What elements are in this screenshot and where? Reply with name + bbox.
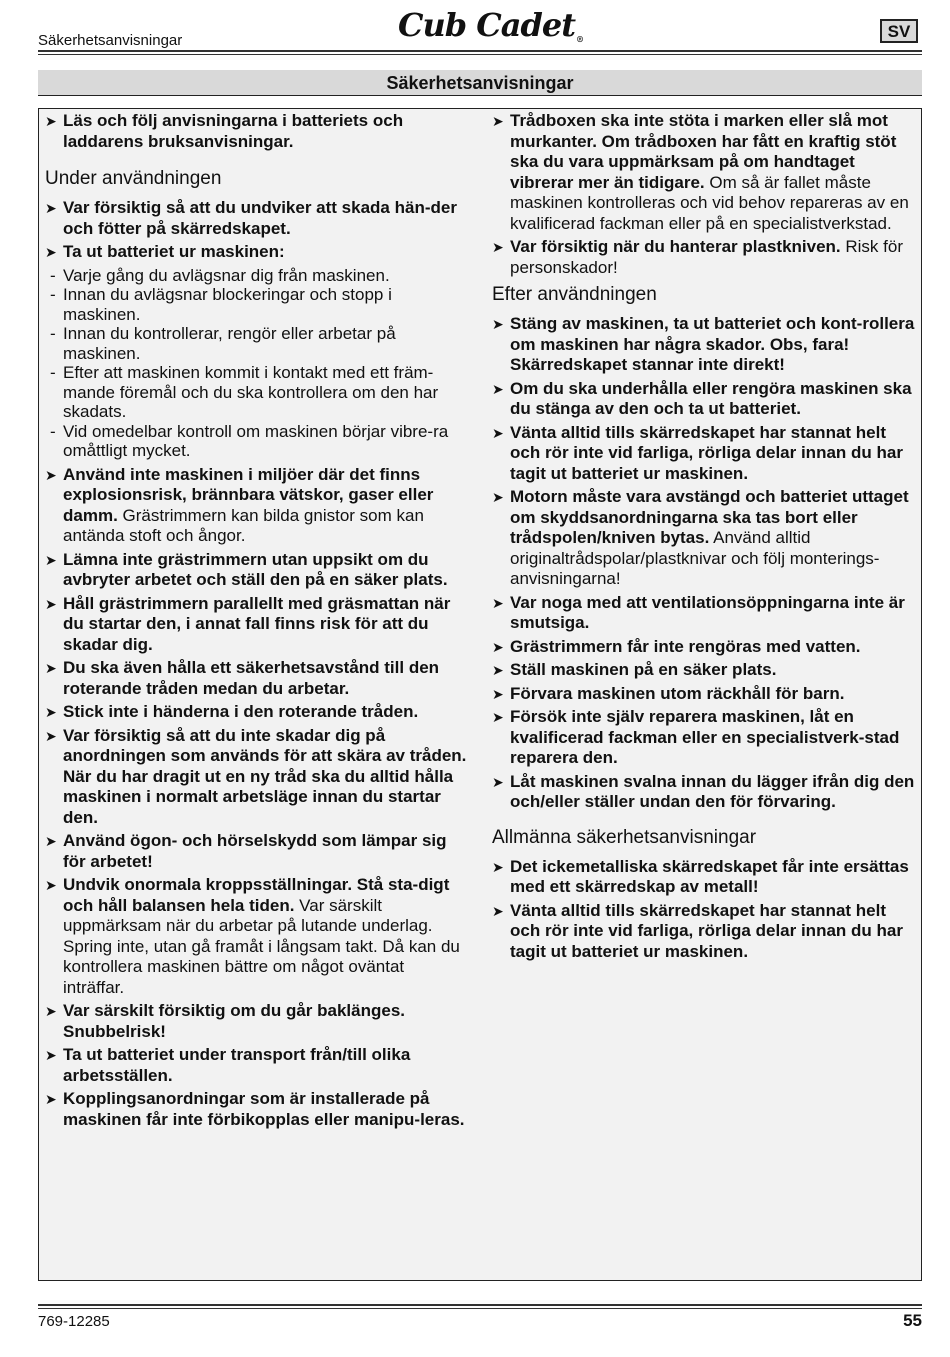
item-bold-text: Lämna inte grästrimmern utan uppsikt om du avbryter arbetet och ställ den på en säker plats. — [63, 549, 448, 589]
dash-text: Innan du kontrollerar, rengör eller arbetar på maskinen. — [63, 324, 396, 363]
item-bold-text: Stick inte i händerna i den roterande tråden. — [63, 702, 419, 721]
safety-item — [492, 901, 920, 963]
safety-item — [492, 379, 920, 420]
item-bold-text: Undvik onormala kroppsställningar. Stå sta-digt och håll balansen hela tiden. — [63, 875, 450, 915]
safety-item — [45, 465, 469, 547]
safety-item — [492, 314, 920, 376]
safety-item — [45, 594, 469, 656]
arrow-bullet-icon: ➤ — [45, 660, 57, 676]
page-title: Säkerhetsanvisningar — [38, 70, 922, 96]
item-bold-text: Ta ut batteriet ur maskinen: — [63, 242, 285, 261]
arrow-bullet-icon: ➤ — [492, 662, 504, 678]
header-section-label: Säkerhetsanvisningar — [38, 32, 183, 49]
arrow-bullet-icon: ➤ — [492, 113, 504, 129]
item-normal-text: Om så är fallet måste maskinen kontrolleras och vid behov repareras av en kvalificerad fackman eller på en specialistverkstad. — [510, 172, 909, 233]
item-bold-text: Var särskilt försiktig om du går baklänges. Snubbelrisk! — [63, 1001, 406, 1041]
intro-item — [45, 111, 469, 152]
arrow-bullet-icon: ➤ — [492, 489, 504, 505]
item-bold-text: Du ska även hålla ett säkerhetsavstånd till den roterande tråden medan du arbetar. — [63, 658, 440, 698]
arrow-bullet-icon: ➤ — [492, 316, 504, 332]
item-bold-text: Använd ögon- och hörselskydd som lämpar sig för arbetet! — [63, 831, 447, 871]
arrow-bullet-icon: ➤ — [45, 200, 57, 216]
arrow-bullet-icon: ➤ — [492, 239, 504, 255]
footer-rule — [38, 1304, 922, 1306]
item-bold-text: Var noga med att ventilationsöppningarna inte är smutsiga. — [510, 592, 905, 632]
heading-after-use: Efter användningen — [492, 284, 657, 305]
safety-item — [45, 875, 469, 998]
dash-bullet-icon: - — [50, 285, 56, 304]
dash-item — [45, 422, 469, 461]
arrow-bullet-icon: ➤ — [45, 833, 57, 849]
arrow-bullet-icon: ➤ — [492, 685, 504, 702]
safety-item — [45, 242, 469, 263]
language-badge: SV — [880, 19, 918, 43]
brand-logo — [398, 6, 583, 44]
safety-item — [492, 857, 920, 898]
safety-item — [45, 831, 469, 872]
item-bold-text: Håll grästrimmern parallellt med gräsmattan när du startar den, i annat fall finns risk för att du skadar dig. — [63, 593, 451, 654]
dash-text: Vid omedelbar kontroll om maskinen börjar vibre-ra omåttligt mycket. — [63, 421, 449, 460]
arrow-bullet-icon: ➤ — [45, 1047, 57, 1063]
item-bold-text: Det ickemetalliska skärredskapet får inte ersättas med ett skärredskap av metall! — [510, 856, 909, 896]
safety-item — [45, 198, 469, 239]
dash-item — [45, 363, 469, 422]
safety-item — [45, 726, 469, 829]
header-rule-thin — [38, 54, 922, 55]
document-number: 769-12285 — [38, 1313, 110, 1330]
arrow-bullet-icon: ➤ — [45, 877, 57, 893]
list-during-a — [45, 198, 469, 263]
dash-item — [45, 285, 469, 324]
dash-bullet-icon: - — [50, 265, 56, 285]
safety-item — [45, 702, 469, 723]
item-bold-text: Trådboxen ska inte stöta i marken eller slå mot murkanter. Om trådboxen har fått en kraftig stöt ska du vara uppmärksam på om handtaget vibrerar mer än tidigare. — [510, 111, 897, 192]
item-normal-text: Var särskilt uppmärksam när du arbetar på lutande underlag. Spring inte, utan gå framåt i långsam takt. Då kan du kontrollera maskinen bättre om något oväntat inträffar. — [63, 895, 460, 997]
header-rule — [38, 50, 922, 52]
item-bold-text: Försök inte själv reparera maskinen, låt en kvalificerad fackman eller en specialistverk-stad reparera den. — [510, 707, 900, 767]
item-bold-text: Använd inte maskinen i miljöer där det finns explosionsrisk, brännbara vätskor, gaser eller damm. — [63, 464, 434, 525]
item-normal-text: Risk för personskador! — [510, 237, 903, 277]
arrow-bullet-icon: ➤ — [45, 704, 57, 720]
safety-item — [492, 660, 920, 681]
dash-item — [45, 266, 469, 286]
safety-item — [492, 237, 920, 278]
safety-item — [492, 423, 920, 485]
brand-reg-mark: ® — [575, 34, 583, 44]
safety-item — [492, 707, 920, 769]
arrow-bullet-icon: ➤ — [45, 113, 57, 129]
list-during-b — [45, 465, 469, 1131]
item-bold-text: Ta ut batteriet under transport från/till olika arbetsställen. — [63, 1045, 411, 1085]
item-bold-text: Förvara maskinen utom räckhåll för barn. — [510, 683, 845, 703]
arrow-bullet-icon: ➤ — [492, 709, 504, 725]
item-normal-text: Grästrimmern kan bilda gnistor som kan antända stoft och ångor. — [63, 505, 424, 545]
safety-item — [492, 684, 920, 705]
safety-item — [45, 550, 469, 591]
arrow-bullet-icon: ➤ — [45, 466, 57, 483]
dash-bullet-icon: - — [50, 363, 56, 382]
item-bold-text: Ställ maskinen på en säker plats. — [510, 660, 777, 679]
arrow-bullet-icon: ➤ — [45, 1003, 57, 1019]
list-during-c — [492, 111, 920, 278]
dash-bullet-icon: - — [50, 421, 56, 441]
arrow-bullet-icon: ➤ — [45, 244, 57, 260]
arrow-bullet-icon: ➤ — [492, 424, 504, 441]
safety-item — [45, 1045, 469, 1086]
heading-during-use: Under användningen — [45, 168, 222, 189]
brand-logo-text: Cub Cadet — [398, 6, 575, 44]
safety-item — [492, 772, 920, 813]
arrow-bullet-icon: ➤ — [45, 551, 57, 568]
item-bold-text: Motorn måste vara avstängd och batteriet uttaget om skyddsanordningarna ska tas bort eller trådspolen/kniven bytas. — [510, 487, 909, 547]
item-bold-text: Om du ska underhålla eller rengöra maskinen ska du stänga av den och ta ut batteriet. — [510, 378, 912, 418]
item-bold-text: Läs och följ anvisningarna i batteriets och laddarens bruksanvisningar. — [63, 111, 404, 151]
safety-item — [45, 1089, 469, 1130]
arrow-bullet-icon: ➤ — [492, 773, 504, 790]
arrow-bullet-icon: ➤ — [492, 638, 504, 655]
item-bold-text: Var försiktig när du hanterar plastkniven. — [510, 237, 841, 256]
item-bold-text: Var försiktig så att du inte skadar dig på anordningen som används för att skära av tråden. När du har dragit ut en ny tråd ska du alltid hålla maskinen i normalt arbetsläge innan du startar den. — [63, 725, 467, 827]
safety-item — [492, 593, 920, 634]
safety-item — [492, 637, 920, 658]
item-bold-text: Vänta alltid tills skärredskapet har stannat helt och rör inte vid farliga, rörliga delar innan du har tagit ut batteriet ur maskinen. — [510, 900, 903, 961]
right-column — [492, 111, 920, 965]
dash-list — [45, 266, 469, 461]
safety-item — [492, 111, 920, 234]
footer-rule-thin — [38, 1308, 922, 1309]
item-bold-text: Låt maskinen svalna innan du lägger ifrån dig den och/eller ställer undan den för förvaring. — [510, 771, 915, 811]
list-general — [492, 857, 920, 963]
item-bold-text: Kopplingsanordningar som är installerade på maskinen får inte förbikopplas eller manipu-leras. — [63, 1089, 465, 1129]
item-normal-text: Använd alltid originaltrådspolar/plastknivar och följ monterings-anvisningarna! — [510, 528, 880, 588]
arrow-bullet-icon: ➤ — [492, 594, 504, 611]
item-bold-text: Grästrimmern får inte rengöras med vatten. — [510, 636, 861, 656]
arrow-bullet-icon: ➤ — [492, 380, 504, 397]
arrow-bullet-icon: ➤ — [492, 902, 504, 919]
item-bold-text: Var försiktig så att du undviker att skada hän-der och fötter på skärredskapet. — [63, 198, 457, 238]
arrow-bullet-icon: ➤ — [492, 858, 504, 875]
list-after — [492, 314, 920, 813]
heading-general: Allmänna säkerhetsanvisningar — [492, 826, 757, 848]
arrow-bullet-icon: ➤ — [45, 727, 57, 744]
safety-item — [492, 487, 920, 590]
item-bold-text: Stäng av maskinen, ta ut batteriet och kont-rollera om maskinen har några skador. Obs, fara! Skärredskapet stannar inte direkt! — [510, 314, 915, 374]
item-bold-text: Vänta alltid tills skärredskapet har stannat helt och rör inte vid farliga, rörliga delar innan du har tagit ut batteriet ur maskinen. — [510, 422, 903, 483]
dash-text: Innan du avlägsnar blockeringar och stopp i maskinen. — [63, 285, 392, 324]
dash-text: Efter att maskinen kommit i kontakt med ett främ-mande föremål och du ska kontrollera om den har skadats. — [63, 363, 439, 421]
dash-text: Varje gång du avlägsnar dig från maskinen. — [63, 265, 390, 285]
dash-bullet-icon: - — [50, 324, 56, 343]
safety-item — [45, 1001, 469, 1042]
left-column — [45, 111, 469, 1133]
safety-item — [45, 658, 469, 699]
arrow-bullet-icon: ➤ — [45, 595, 57, 612]
dash-item — [45, 324, 469, 363]
page-number: 55 — [903, 1311, 922, 1330]
arrow-bullet-icon: ➤ — [45, 1091, 57, 1107]
